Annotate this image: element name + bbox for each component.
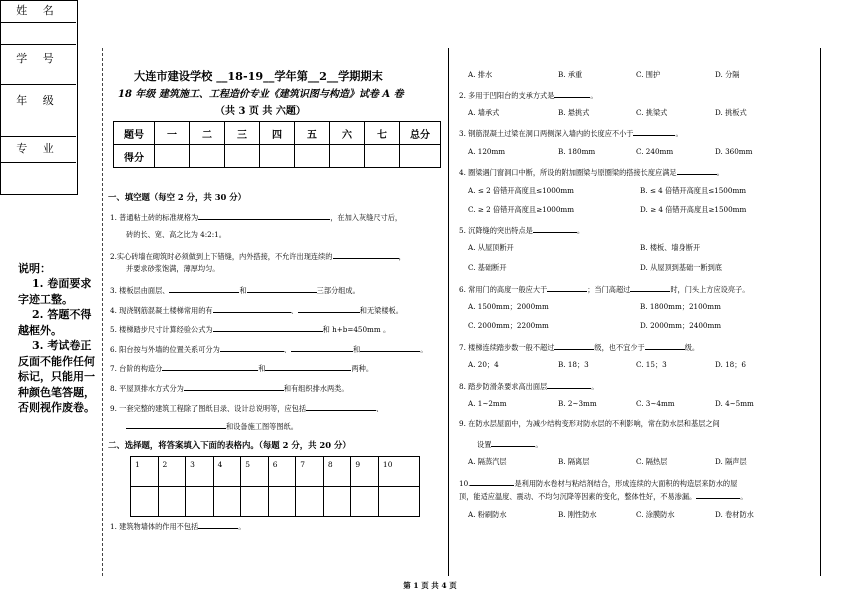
option: A. 粉刷防水 (468, 510, 507, 519)
option: C. 3~4mm (636, 399, 675, 408)
name-field[interactable] (0, 22, 76, 45)
choice-q4: 4. 圈梁遇门窗洞口中断，所设的附加圈梁与原圈梁的搭接长度应满足 。 (459, 168, 724, 177)
option: B. ≤ 4 倍错开高度且≤1500mm (640, 186, 747, 195)
blank[interactable] (547, 380, 591, 389)
option: A. 排水 (468, 70, 493, 79)
blank[interactable] (291, 343, 353, 352)
blank[interactable] (633, 127, 675, 136)
answer-cell[interactable] (131, 487, 159, 517)
option: C. 隔热层 (636, 457, 668, 466)
fill-q2-cont: 并要求砂浆饱满，薄厚均匀。 (126, 264, 220, 273)
answer-cell[interactable] (296, 487, 324, 517)
grade-label: 年 级 (16, 94, 60, 107)
blank[interactable] (298, 304, 360, 313)
answer-table (130, 456, 420, 517)
fill-q6: 6. 阳台按与外墙的位置关系可分为 、 和 。 (110, 345, 428, 354)
fill-q1-cont: 砖的长、宽、高之比为 4:2:1。 (126, 230, 226, 239)
answer-number: 9 (351, 457, 379, 487)
score-head: 七 (365, 122, 400, 145)
answer-cell[interactable] (378, 487, 419, 517)
blank[interactable] (220, 343, 284, 352)
blank[interactable] (333, 250, 399, 259)
id-label: 学 号 (16, 52, 60, 65)
fill-q1: 1. 普通粘土砖的标准规格为 ，在加入灰缝尺寸后， (110, 213, 403, 222)
score-cell[interactable] (330, 145, 365, 168)
exam-title-line3: （共 3 页 共 六题） (215, 106, 306, 117)
answer-number: 5 (241, 457, 269, 487)
blank[interactable] (213, 323, 323, 332)
score-head: 四 (260, 122, 295, 145)
score-head: 题号 (114, 122, 155, 145)
choice-q3: 3. 钢筋混凝土过梁在洞口两侧深入墙内的长度应不小于 。 (459, 129, 683, 138)
answer-number: 4 (213, 457, 241, 487)
score-head: 五 (295, 122, 330, 145)
option: D. ≥ 4 倍错开高度且≥1500mm (640, 205, 747, 214)
option: A. 隔蒸汽层 (468, 457, 507, 466)
option: C. 240mm (636, 147, 674, 156)
option: D. 18；6 (715, 360, 746, 369)
blank[interactable] (213, 304, 291, 313)
option: C. 围护 (636, 70, 661, 79)
option: D. 卷材防水 (715, 510, 754, 519)
answer-cell[interactable] (323, 487, 351, 517)
option: D. 分隔 (715, 70, 740, 79)
option: A. 墙承式 (468, 108, 500, 117)
option: B. 18；3 (558, 360, 589, 369)
blank[interactable] (554, 341, 594, 350)
option: B. 刚性防水 (558, 510, 597, 519)
blank[interactable] (547, 283, 587, 292)
score-head: 二 (190, 122, 225, 145)
section1-title: 一、填空题（每空 2 分，共 30 分） (108, 192, 247, 202)
binding-line (102, 48, 103, 576)
note-2: 2. 答题不得越框外。 (18, 308, 92, 337)
blank[interactable] (247, 284, 317, 293)
score-cell[interactable] (365, 145, 400, 168)
option: A. 20；4 (468, 360, 499, 369)
score-row-label: 得分 (114, 145, 155, 168)
blank[interactable] (696, 490, 740, 499)
fill-q5: 5. 楼梯踏步尺寸计算经验公式为 和 h+b=450mm 。 (110, 325, 391, 334)
choice-q6: 6. 常用门的高度一般应大于 ；当门高超过 时，门头上方应设亮子。 (459, 285, 750, 294)
choice-q8: 8. 踏步防滑条要求高出面层 。 (459, 382, 599, 391)
exam-title-line1: 大连市建设学校 __18-19__学年第__2__学期期末 (134, 69, 383, 83)
section2-title: 二、选择题，将答案填入下面的表格内。（每题 2 分，共 20 分） (108, 440, 351, 450)
fill-q8: 8. 平屋顶排水方式分为 和有组织排水两类。 (110, 384, 349, 393)
option: C. 2000mm；2200mm (468, 321, 549, 330)
note-1: 1. 卷面要求字迹工整。 (18, 277, 92, 306)
option: C. 涂膜防水 (636, 510, 675, 519)
name-label: 姓 名 (0, 0, 76, 23)
score-head: 六 (330, 122, 365, 145)
answer-cell[interactable] (213, 487, 241, 517)
option: A. ≤ 2 倍错开高度且≤1000mm (468, 186, 574, 195)
blank[interactable] (306, 402, 376, 411)
option: A. 120mm (468, 147, 506, 156)
blank[interactable] (162, 362, 258, 371)
score-head: 三 (225, 122, 260, 145)
score-head: 一 (155, 122, 190, 145)
page-divider (448, 48, 449, 576)
blank[interactable] (677, 166, 717, 175)
blank[interactable] (198, 520, 238, 529)
fill-q4: 4. 现浇钢筋混凝土楼梯常用的有 、 和无梁楼板。 (110, 306, 403, 315)
answer-cell[interactable] (241, 487, 269, 517)
option: C. 15；3 (636, 360, 667, 369)
blank[interactable] (198, 211, 330, 220)
choice-q7: 7. 楼梯连续踏步数一般不超过 级，也不宜少于 级。 (459, 343, 700, 352)
blank[interactable] (491, 438, 535, 447)
answer-cell[interactable] (351, 487, 379, 517)
option: B. 1800mm；2100mm (640, 302, 721, 311)
answer-cell[interactable] (158, 487, 186, 517)
score-cell[interactable] (400, 145, 441, 168)
fill-q9: 9. 一套完整的建筑工程除了图纸目录、设计总说明等，应包括 、 (110, 404, 384, 413)
option: D. 从屋顶到基础一断到底 (640, 263, 722, 272)
option: C. 挑梁式 (636, 108, 668, 117)
option: D. 360mm (715, 147, 753, 156)
option: D. 2000mm；2400mm (640, 321, 722, 330)
option: C. ≥ 2 倍错开高度且≥1000mm (468, 205, 575, 214)
option: D. 4~5mm (715, 399, 754, 408)
grade-field[interactable] (0, 112, 76, 137)
right-border (820, 48, 821, 576)
fill-q7: 7. 台阶的构造分 和 两种。 (110, 364, 374, 373)
score-cell[interactable] (295, 145, 330, 168)
blank[interactable] (265, 362, 351, 371)
option: B. 180mm (558, 147, 596, 156)
id-field[interactable] (0, 70, 76, 85)
option: D. 挑板式 (715, 108, 747, 117)
student-info-box (0, 0, 78, 195)
blank[interactable] (360, 343, 420, 352)
answer-number: 3 (186, 457, 214, 487)
fill-q2: 2.实心砖墙在砌筑时必须做到上下错缝，内外搭接，不允许出现连续的 ， (110, 252, 406, 261)
blank[interactable] (533, 224, 577, 233)
option: D. 隔声层 (715, 457, 747, 466)
answer-cell[interactable] (268, 487, 296, 517)
blank[interactable] (169, 284, 239, 293)
option: B. 2~3mm (558, 399, 597, 408)
option: A. 1~2mm (468, 399, 507, 408)
blank[interactable] (184, 382, 284, 391)
choice-q5: 5. 沉降缝的突出特点是 。 (459, 226, 585, 235)
answer-number: 2 (158, 457, 186, 487)
blank[interactable] (630, 283, 670, 292)
blank[interactable] (126, 420, 226, 429)
score-cell[interactable] (260, 145, 295, 168)
fill-q3: 3. 楼板层由面层、 和 三部分组成。 (110, 286, 360, 295)
page-footer: 第 1 页 共 4 页 (403, 581, 457, 590)
option: B. 隔离层 (558, 457, 590, 466)
score-table (113, 121, 441, 168)
notes-title: 说明： (18, 262, 51, 275)
exam-title-line2: 18 年级 建筑施工、工程造价专业《建筑识图与构造》试卷 A 卷 (118, 89, 404, 100)
score-head: 总分 (400, 122, 441, 145)
choice-q10: 10. 是利用防水卷材与粘结剂结合，形成连续的大面积的构造层来防水的屋 (459, 479, 738, 488)
choice-q10-cont: 顶，能适应温度、震动、不均匀沉降等因素的变化，整体性好，不易渗漏。 。 (459, 492, 748, 501)
score-cell[interactable] (225, 145, 260, 168)
note-3: 3. 考试卷正反面不能作任何标记，只能用一种颜色笔答题，否则视作废卷。 (18, 339, 95, 414)
major-label: 专 业 (0, 136, 76, 163)
answer-number: 8 (323, 457, 351, 487)
score-cell[interactable] (155, 145, 190, 168)
choice-q2: 2. 多用于凹阳台的支承方式是 。 (459, 91, 598, 100)
fill-q9-cont: 和设备施工图等图纸。 (126, 420, 298, 431)
answer-number: 7 (296, 457, 324, 487)
choice-q9-cont: 设置 。 (477, 440, 543, 449)
major-field[interactable] (0, 162, 76, 192)
option: C. 基础断开 (468, 263, 507, 272)
option: A. 1500mm；2000mm (468, 302, 549, 311)
answer-cell[interactable] (186, 487, 214, 517)
blank[interactable] (470, 477, 514, 486)
option: B. 承重 (558, 70, 583, 79)
choice-q1: 1. 建筑物墙体的作用不包括 。 (110, 522, 246, 531)
choice-q9: 9. 在防水层屋面中，为减少结构变形对防水层的不利影响，常在防水层和基层之间 (459, 419, 720, 428)
blank[interactable] (554, 89, 590, 98)
score-cell[interactable] (190, 145, 225, 168)
answer-number: 1 (131, 457, 159, 487)
answer-number: 10 (378, 457, 419, 487)
option: A. 从屋顶断开 (468, 243, 514, 252)
option: B. 悬挑式 (558, 108, 590, 117)
answer-number: 6 (268, 457, 296, 487)
option: B. 楼板、墙身断开 (640, 243, 701, 252)
blank[interactable] (645, 341, 685, 350)
